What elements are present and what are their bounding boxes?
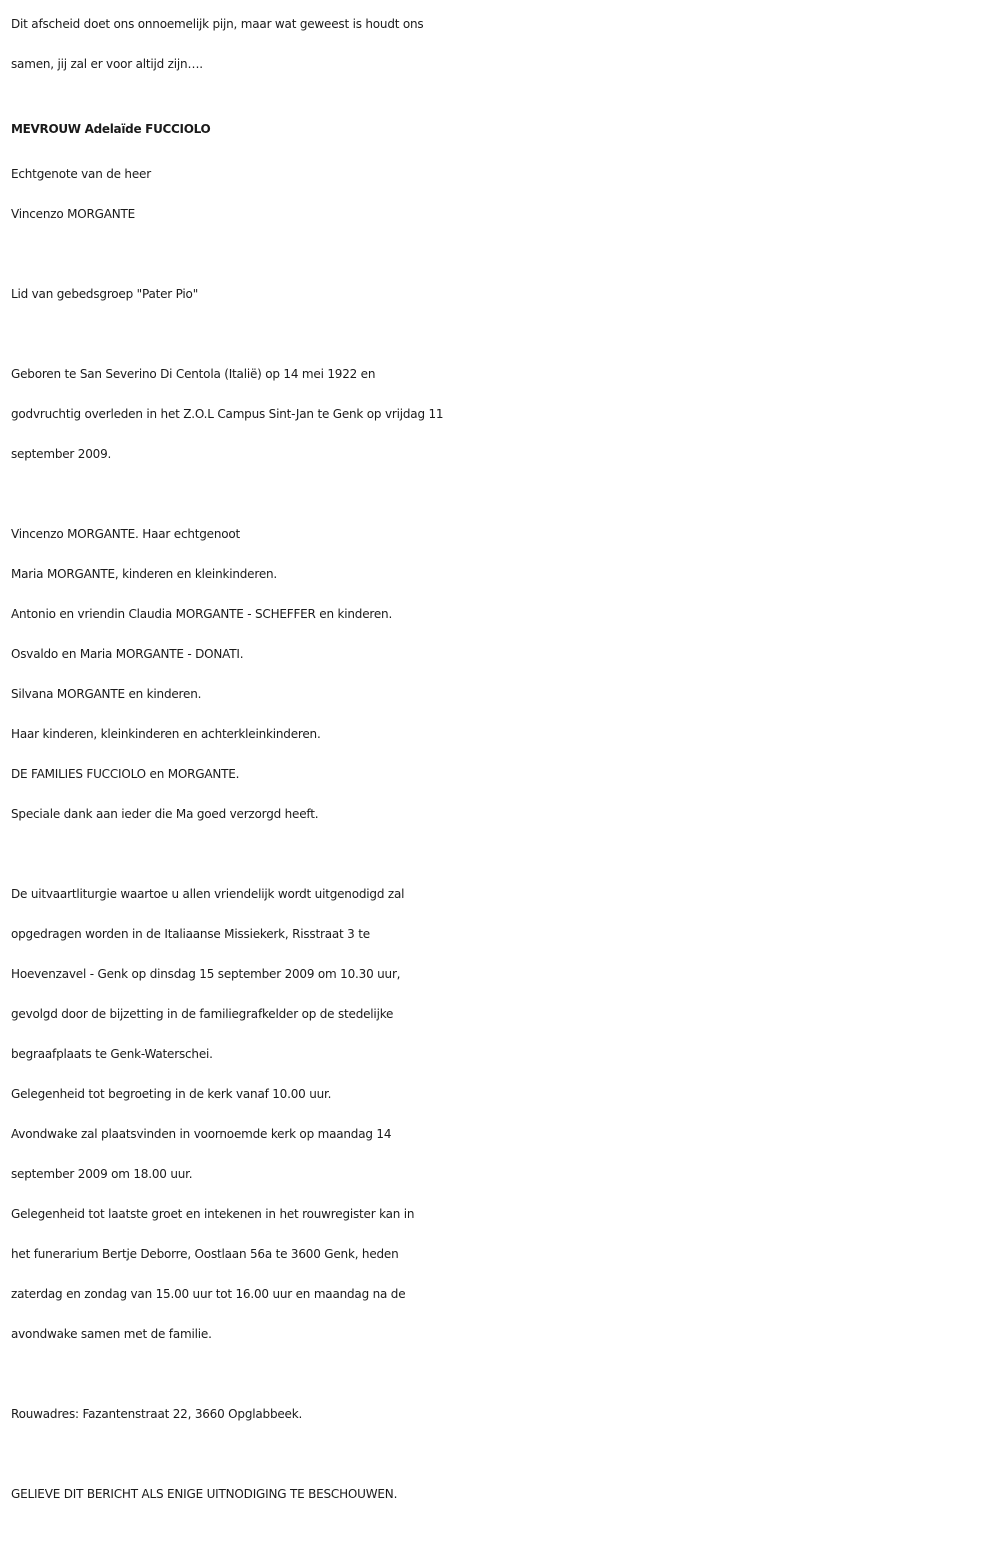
birth-death-line: Geboren te San Severino Di Centola (Italië) op 14 mei 1922 en (11, 367, 376, 381)
spacer (11, 1434, 996, 1474)
family-line: DE FAMILIES FUCCIOLO en MORGANTE. (11, 767, 240, 781)
birth-death-line: godvruchtig overleden in het Z.O.L Campus Sint-Jan te Genk op vrijdag 11 (11, 407, 444, 421)
funeral-line: september 2009 om 18.00 uur. (11, 1167, 193, 1181)
funeral-line: Avondwake zal plaatsvinden in voornoemde kerk op maandag 14 (11, 1127, 392, 1141)
funeral-line: opgedragen worden in de Italiaanse Missiekerk, Risstraat 3 te (11, 927, 370, 941)
spacer (11, 314, 996, 354)
family-line: Osvaldo en Maria MORGANTE - DONATI. (11, 647, 244, 661)
spacer (11, 1354, 996, 1394)
spacer (11, 474, 996, 514)
funeral-line: Hoevenzavel - Genk op dinsdag 15 september 2009 om 10.30 uur, (11, 967, 401, 981)
funeral-line: Gelegenheid tot laatste groet en intekenen in het rouwregister kan in (11, 1207, 415, 1221)
family-paragraph (11, 514, 996, 834)
obituary-notice (11, 4, 996, 1514)
family-line: Silvana MORGANTE en kinderen. (11, 687, 202, 701)
spouse-line: Echtgenote van de heer (11, 167, 151, 181)
intro-paragraph (11, 4, 996, 84)
family-line: Haar kinderen, kleinkinderen en achterkleinkinderen. (11, 727, 321, 741)
family-line: Maria MORGANTE, kinderen en kleinkinderen. (11, 567, 278, 581)
funeral-line: De uitvaartliturgie waartoe u allen vriendelijk wordt uitgenodigd zal (11, 887, 405, 901)
family-line: Vincenzo MORGANTE. Haar echtgenoot (11, 527, 241, 541)
funeral-line: avondwake samen met de familie. (11, 1327, 212, 1341)
spacer (11, 834, 996, 874)
funeral-line: begraafplaats te Genk-Waterschei. (11, 1047, 213, 1061)
mourning-address: Rouwadres: Fazantenstraat 22, 3660 Opglabbeek. (11, 1407, 303, 1421)
intro-line: Dit afscheid doet ons onnoemelijk pijn, maar wat geweest is houdt ons (11, 17, 424, 31)
funeral-paragraph (11, 874, 996, 1354)
deceased-name-title: MEVROUW Adelaïde FUCCIOLO (11, 122, 211, 136)
family-line: Antonio en vriendin Claudia MORGANTE - SCHEFFER en kinderen. (11, 607, 393, 621)
birth-death-paragraph (11, 354, 996, 474)
funeral-line: Gelegenheid tot begroeting in de kerk vanaf 10.00 uur. (11, 1087, 332, 1101)
birth-death-line: september 2009. (11, 447, 112, 461)
funeral-line: het funerarium Bertje Deborre, Oostlaan 56a te 3600 Genk, heden (11, 1247, 399, 1261)
family-line: Speciale dank aan ieder die Ma goed verzorgd heeft. (11, 807, 319, 821)
closing-statement: GELIEVE DIT BERICHT ALS ENIGE UITNODIGING TE BESCHOUWEN. (11, 1487, 398, 1501)
spouse-paragraph (11, 154, 996, 234)
funeral-line: gevolgd door de bijzetting in de familiegrafkelder op de stedelijke (11, 1007, 394, 1021)
membership-line: Lid van gebedsgroep "Pater Pio" (11, 287, 199, 301)
funeral-line: zaterdag en zondag van 15.00 uur tot 16.00 uur en maandag na de (11, 1287, 406, 1301)
intro-line: samen, jij zal er voor altijd zijn…. (11, 57, 203, 71)
spacer (11, 234, 996, 274)
spouse-line: Vincenzo MORGANTE (11, 207, 136, 221)
